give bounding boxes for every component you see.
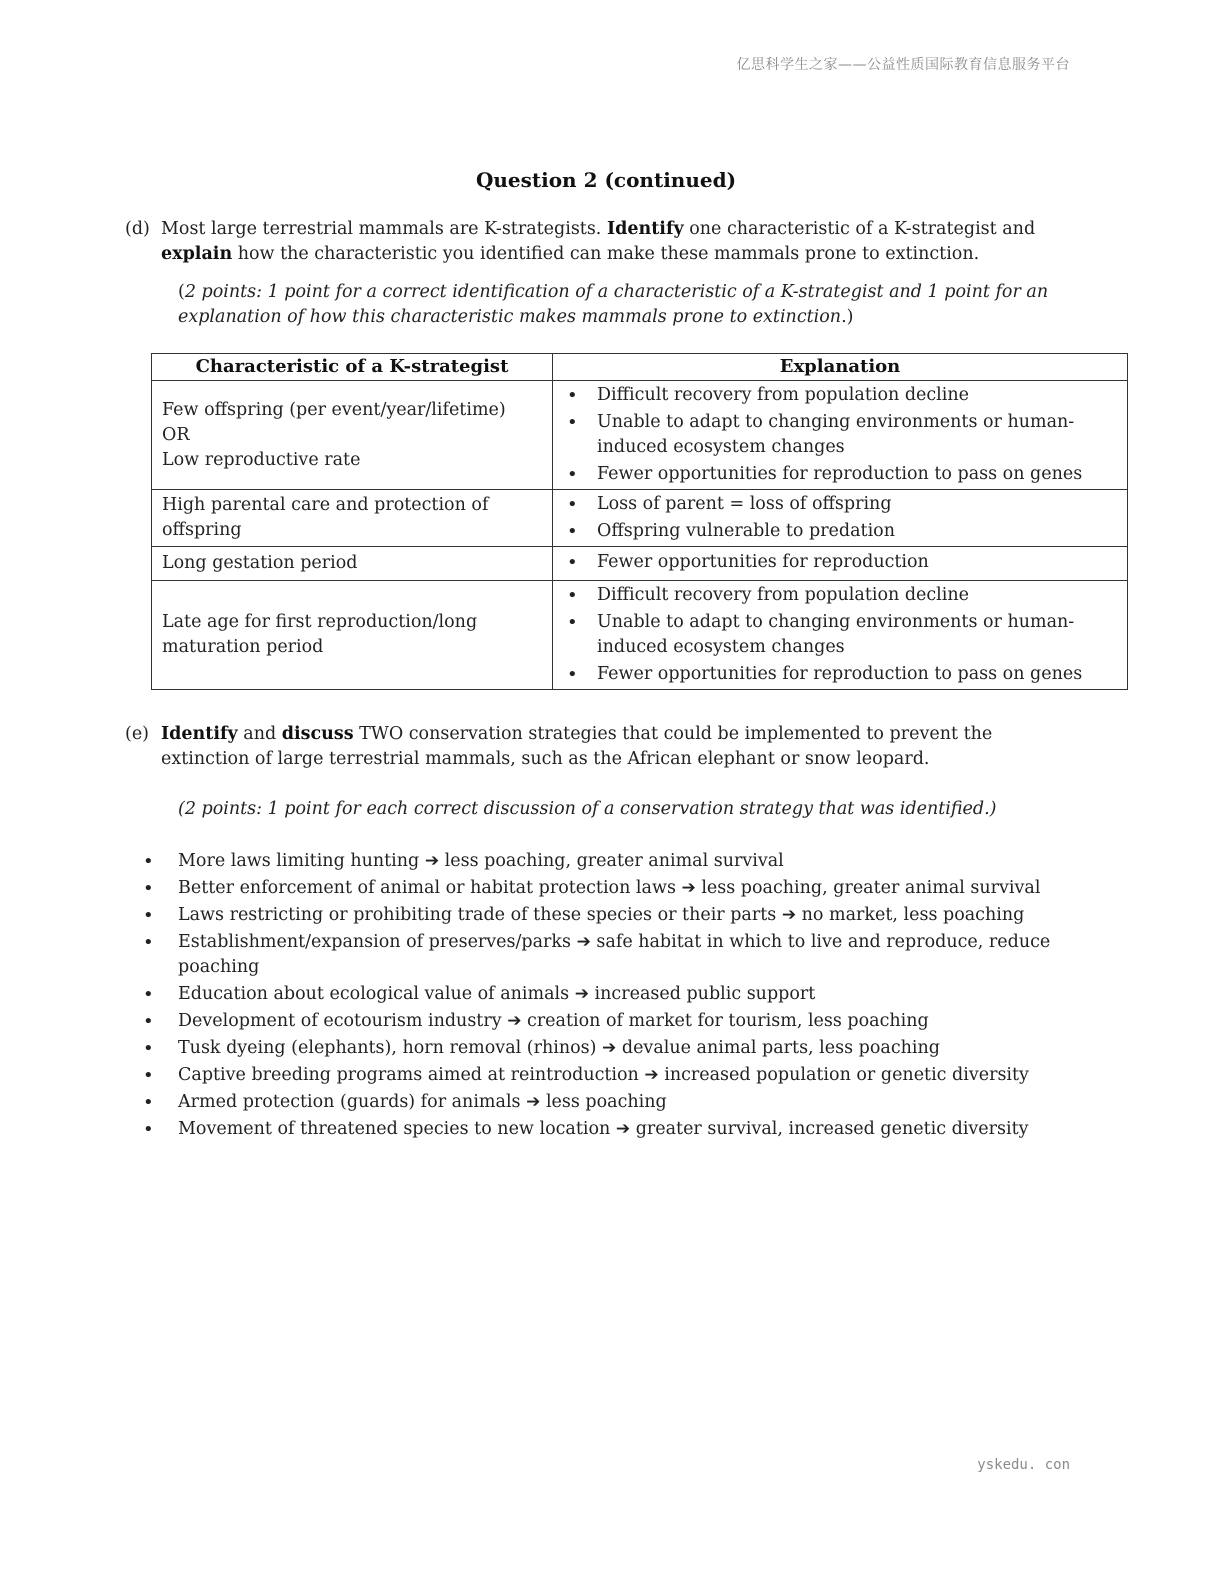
part-d-text xyxy=(161,217,1075,267)
part-e-text-1: and xyxy=(237,724,282,744)
strategy-outcome: no market, less poaching xyxy=(801,905,1025,925)
arrow-right-icon: ➔ xyxy=(507,1011,522,1031)
part-e-text xyxy=(161,722,1075,772)
table-row xyxy=(152,547,1128,581)
part-d-scoring-open: ( xyxy=(178,282,185,302)
strategy-text: Better enforcement of animal or habitat protection laws xyxy=(178,878,676,898)
strategy-outcome: less poaching, greater animal survival xyxy=(701,878,1041,898)
strategy-outcome: safe habitat in which to live and reproduce, reduce poaching xyxy=(178,932,1051,977)
strategy-outcome: devalue animal parts, less poaching xyxy=(621,1038,940,1058)
table-row xyxy=(152,581,1128,690)
page-title: Question 2 (continued) xyxy=(475,168,737,192)
part-e-scoring: (2 points: 1 point for each correct discussion of a conservation strategy that was identified.) xyxy=(178,799,997,819)
part-d-keyword-identify: Identify xyxy=(606,219,684,239)
arrow-right-icon: ➔ xyxy=(576,932,591,952)
explanation-cell xyxy=(553,547,1128,581)
part-e-keyword-discuss: discuss xyxy=(281,724,354,744)
list-item xyxy=(143,876,1093,901)
part-e-label: (e) xyxy=(125,724,150,744)
strategy-text: More laws limiting hunting xyxy=(178,851,420,871)
strategy-text: Development of ecotourism industry xyxy=(178,1011,502,1031)
list-item xyxy=(143,1036,1093,1061)
strategy-outcome: greater survival, increased genetic diversity xyxy=(635,1119,1029,1139)
table-header-row xyxy=(152,354,1128,381)
explanation-bullet: • Fewer opportunities for reproduction xyxy=(561,550,1119,575)
table-row xyxy=(152,381,1128,490)
part-d-text-1: Most large terrestrial mammals are K-strategists. xyxy=(161,219,607,239)
table-row xyxy=(152,490,1128,547)
part-d-text-3: how the characteristic you identified can make these mammals prone to extinction. xyxy=(232,244,980,264)
header-watermark-text: 亿思科学生之家——公益性质国际教育信息服务平台 xyxy=(736,57,1070,73)
arrow-right-icon: ➔ xyxy=(424,851,440,871)
strategy-text: Tusk dyeing (elephants), horn removal (rhinos) xyxy=(178,1038,597,1058)
arrow-right-icon: ➔ xyxy=(644,1065,659,1085)
strategy-text: Education about ecological value of animals xyxy=(178,984,570,1004)
explanation-bullet: • Offspring vulnerable to predation xyxy=(561,519,1119,544)
strategy-text: Armed protection (guards) for animals xyxy=(178,1092,521,1112)
characteristic-cell xyxy=(152,581,553,690)
characteristic-line: OR xyxy=(162,424,190,445)
table-header-explanation: Explanation xyxy=(553,354,1128,381)
characteristic-cell xyxy=(152,547,553,581)
characteristic-line: High parental care and protection of offspring xyxy=(162,495,489,540)
list-item xyxy=(143,930,1093,980)
arrow-right-icon: ➔ xyxy=(574,984,589,1004)
characteristic-line: Late age for first reproduction/long maturation period xyxy=(162,612,478,657)
list-item xyxy=(143,1117,1093,1142)
strategy-text: Laws restricting or prohibiting trade of these species or their parts xyxy=(178,905,777,925)
explanation-cell xyxy=(553,381,1128,490)
part-d-scoring-text: 2 points: 1 point for a correct identification of a characteristic of a K-strategist and 1 point for an explanation of how this characteristic makes mammals prone to extinction xyxy=(178,282,1049,327)
explanation-bullet: • Fewer opportunities for reproduction to pass on genes xyxy=(561,462,1119,487)
list-item xyxy=(143,982,1093,1007)
characteristic-line: Long gestation period xyxy=(162,553,358,573)
arrow-right-icon: ➔ xyxy=(781,905,797,925)
part-e-keyword-identify: Identify xyxy=(161,724,238,744)
explanation-bullet: • Unable to adapt to changing environments or human-induced ecosystem changes xyxy=(561,610,1119,660)
list-item xyxy=(143,1090,1093,1115)
explanation-cell xyxy=(553,581,1128,690)
conservation-strategies-list xyxy=(143,849,1093,1144)
k-strategist-table xyxy=(151,353,1128,690)
part-d-scoring xyxy=(178,280,1078,330)
strategy-text: Captive breeding programs aimed at reintroduction xyxy=(178,1065,639,1085)
explanation-bullet: • Fewer opportunities for reproduction to pass on genes xyxy=(561,662,1119,687)
footer-watermark-text: yskedu. con xyxy=(977,1457,1070,1473)
list-item xyxy=(143,903,1093,928)
explanation-bullet: • Difficult recovery from population decline xyxy=(561,583,1119,608)
list-item xyxy=(143,1009,1093,1034)
explanation-bullet: • Difficult recovery from population decline xyxy=(561,383,1119,408)
strategy-outcome: creation of market for tourism, less poaching xyxy=(527,1011,929,1031)
part-d-text-2: one characteristic of a K-strategist and xyxy=(683,219,1036,239)
strategy-outcome: increased population or genetic diversity xyxy=(664,1065,1029,1085)
characteristic-line: Few offspring (per event/year/lifetime) xyxy=(162,399,506,420)
arrow-right-icon: ➔ xyxy=(526,1092,541,1112)
arrow-right-icon: ➔ xyxy=(602,1038,617,1058)
strategy-outcome: less poaching xyxy=(545,1092,667,1112)
explanation-bullet: • Loss of parent = loss of offspring xyxy=(561,492,1119,517)
list-item xyxy=(143,1063,1093,1088)
part-d-keyword-explain: explain xyxy=(161,244,233,264)
explanation-cell xyxy=(553,490,1128,547)
characteristic-line: Low reproductive rate xyxy=(162,449,361,470)
part-d-question xyxy=(125,217,1075,267)
table-header-characteristic: Characteristic of a K-strategist xyxy=(152,354,553,381)
strategy-text: Movement of threatened species to new location xyxy=(178,1119,611,1139)
strategy-outcome: increased public support xyxy=(594,984,816,1004)
part-d-scoring-close: .) xyxy=(841,307,854,327)
characteristic-cell xyxy=(152,381,553,490)
arrow-right-icon: ➔ xyxy=(681,878,696,898)
explanation-bullet: • Unable to adapt to changing environments or human-induced ecosystem changes xyxy=(561,410,1119,460)
part-e-question xyxy=(125,722,1075,772)
characteristic-cell xyxy=(152,490,553,547)
strategy-text: Establishment/expansion of preserves/parks xyxy=(178,932,572,952)
list-item xyxy=(143,849,1093,874)
arrow-right-icon: ➔ xyxy=(615,1119,631,1139)
part-e-text-2: TWO conservation strategies that could be implemented to prevent the extinction of large terrestrial mammals, such as the African elephant or snow leopard. xyxy=(161,724,993,769)
strategy-outcome: less poaching, greater animal survival xyxy=(444,851,784,871)
part-d-label: (d) xyxy=(125,219,150,239)
